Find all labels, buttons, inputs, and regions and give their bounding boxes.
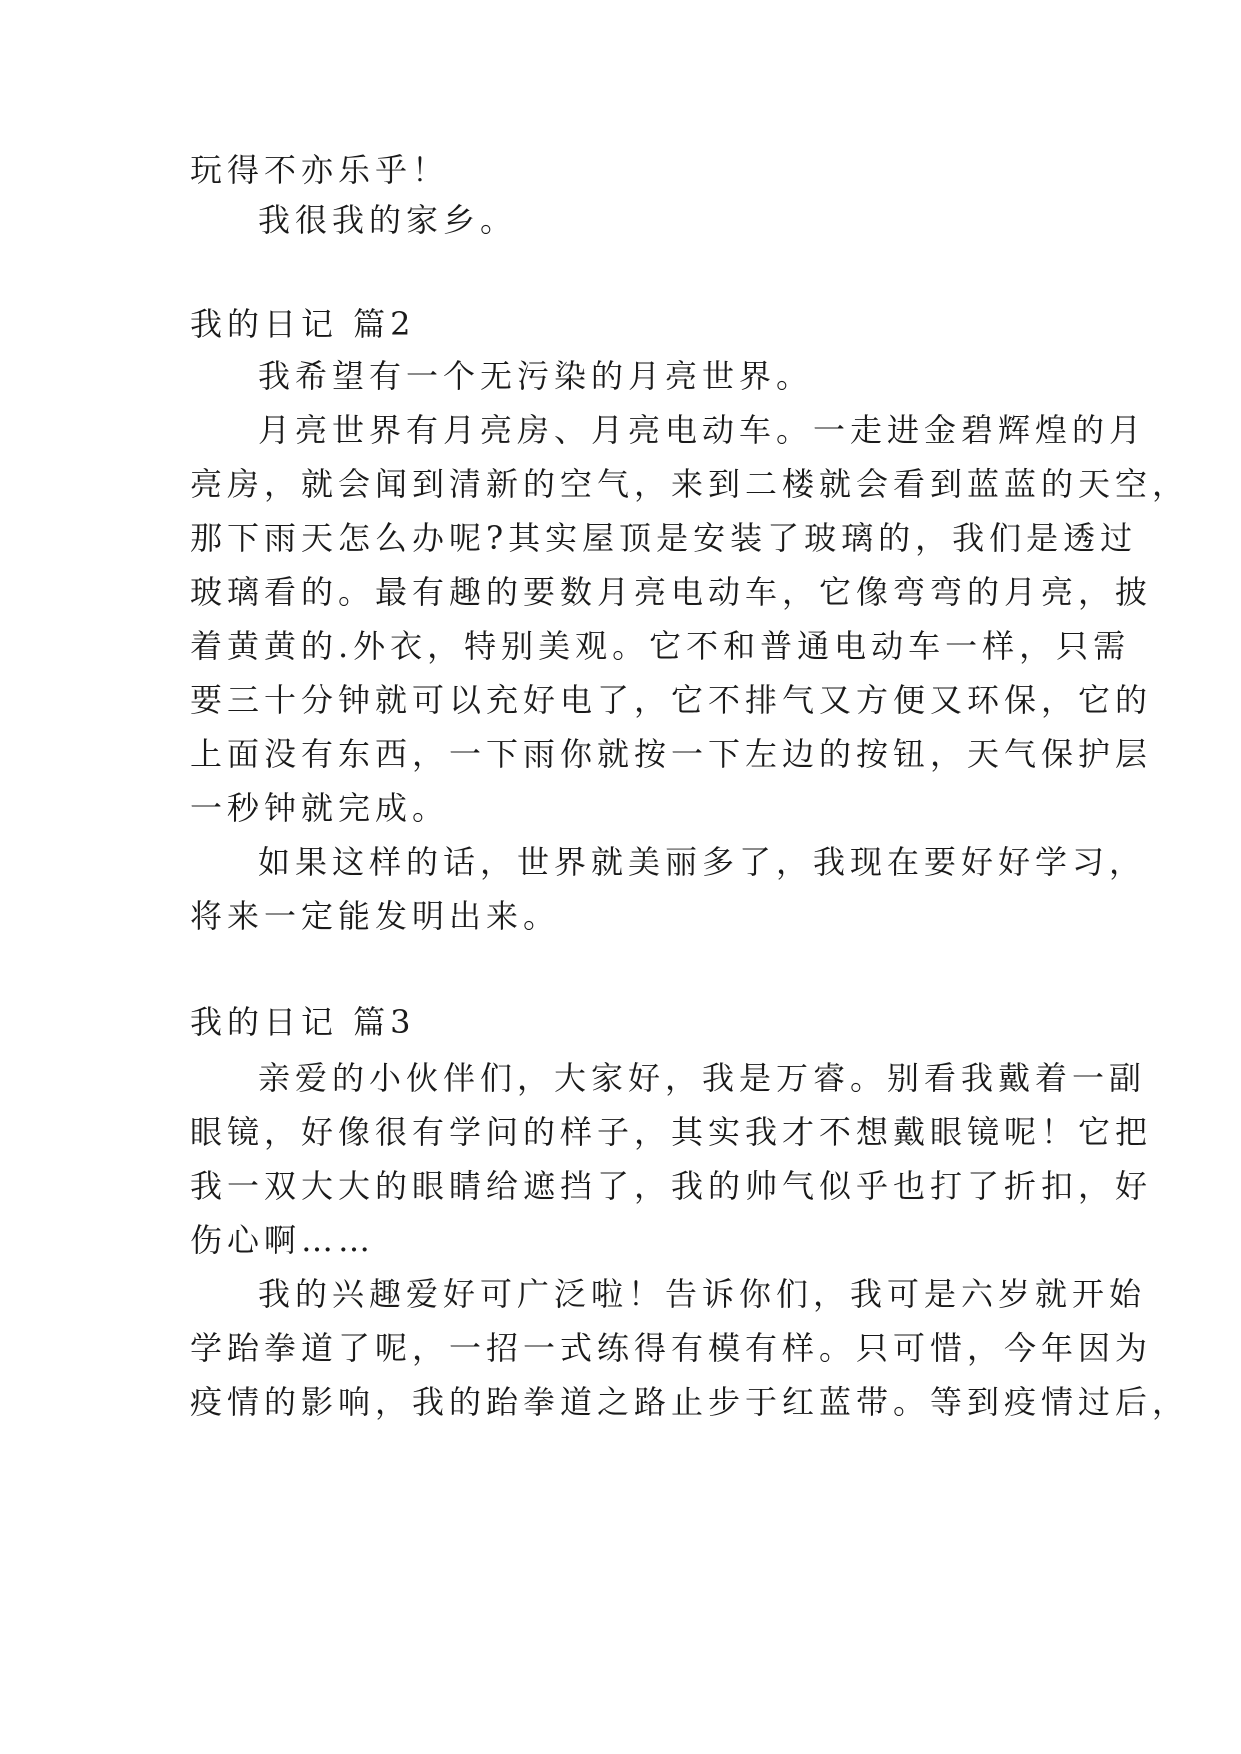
paragraph-line: 亲爱的小伙伴们，大家好，我是万睿。别看我戴着一副 bbox=[258, 1059, 1147, 1097]
paragraph-line: 伤心啊…… bbox=[190, 1221, 376, 1259]
paragraph-line: 一秒钟就完成。 bbox=[190, 789, 450, 827]
paragraph-line: 我的兴趣爱好可广泛啦！告诉你们，我可是六岁就开始 bbox=[258, 1275, 1147, 1313]
paragraph-line: 玻璃看的。最有趣的要数月亮电动车，它像弯弯的月亮，披 bbox=[190, 573, 1153, 611]
paragraph-line: 我一双大大的眼睛给遮挡了，我的帅气似乎也打了折扣，好 bbox=[190, 1167, 1153, 1205]
section-heading: 我的日记 篇3 bbox=[190, 1003, 416, 1041]
paragraph-line: 我很我的家乡。 bbox=[258, 201, 518, 239]
paragraph-line: 将来一定能发明出来。 bbox=[190, 897, 561, 935]
paragraph-line: 学跆拳道了呢，一招一式练得有模有样。只可惜，今年因为 bbox=[190, 1329, 1153, 1367]
paragraph-line: 月亮世界有月亮房、月亮电动车。一走进金碧辉煌的月 bbox=[258, 411, 1147, 449]
paragraph-line: 我希望有一个无污染的月亮世界。 bbox=[258, 357, 814, 395]
paragraph-line: 疫情的影响，我的跆拳道之路止步于红蓝带。等到疫情过后， bbox=[190, 1383, 1190, 1421]
paragraph-line: 上面没有东西，一下雨你就按一下左边的按钮，天气保护层 bbox=[190, 735, 1153, 773]
section-heading: 我的日记 篇2 bbox=[190, 305, 416, 343]
paragraph-line: 如果这样的话，世界就美丽多了，我现在要好好学习， bbox=[258, 843, 1147, 881]
paragraph-line: 亮房，就会闻到清新的空气，来到二楼就会看到蓝蓝的天空， bbox=[190, 465, 1190, 503]
paragraph-line: 要三十分钟就可以充好电了，它不排气又方便又环保，它的 bbox=[190, 681, 1153, 719]
paragraph-line: 眼镜，好像很有学问的样子，其实我才不想戴眼镜呢！它把 bbox=[190, 1113, 1153, 1151]
paragraph-line: 玩得不亦乐乎！ bbox=[190, 151, 450, 189]
paragraph-line: 着黄黄的.外衣，特别美观。它不和普通电动车一样，只需 bbox=[190, 627, 1131, 665]
paragraph-line: 那下雨天怎么办呢?其实屋顶是安装了玻璃的，我们是透过 bbox=[190, 519, 1138, 557]
